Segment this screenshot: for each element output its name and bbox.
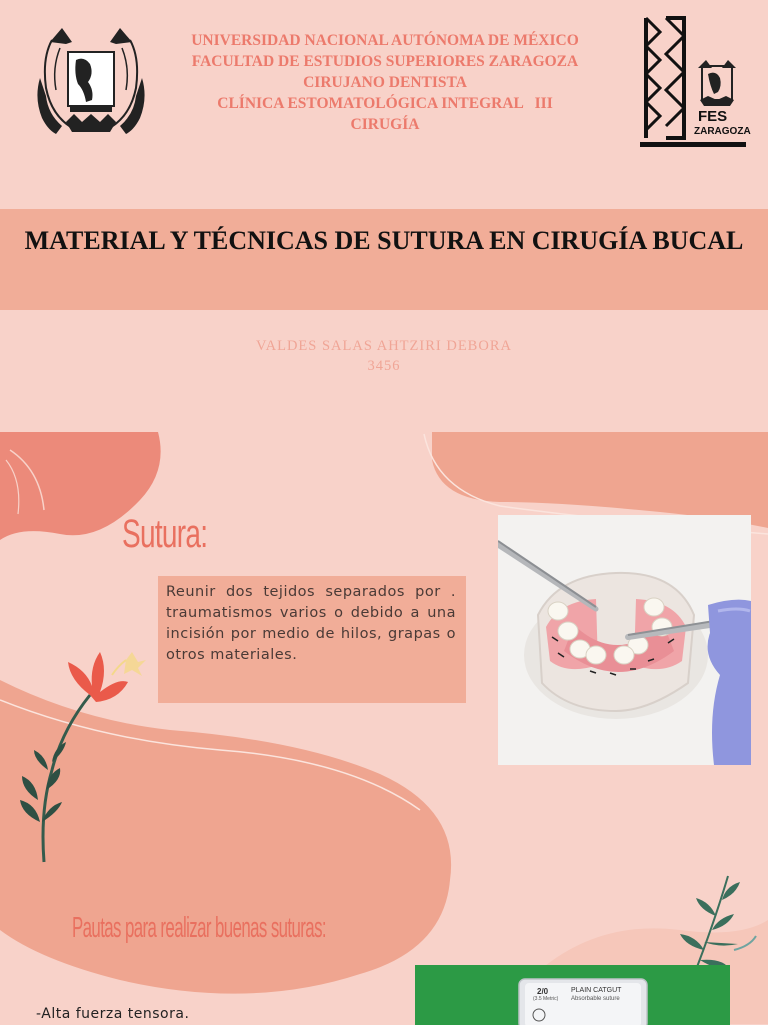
header-line-career: CIRUJANO DENTISTA (303, 74, 467, 91)
header-line-clinic: CLÍNICA ESTOMATOLÓGICA INTEGRAL III (217, 95, 553, 112)
unam-logo (32, 18, 150, 140)
page-title: MATERIAL Y TÉCNICAS DE SUTURA EN CIRUGÍA BUCAL (24, 226, 744, 255)
fes-logo-subtext: ZARAGOZA (694, 126, 751, 137)
package-subtitle: Absorbable suture (571, 996, 620, 1002)
suture-package-photo (415, 965, 730, 1025)
author-number: 3456 (367, 358, 401, 374)
sutura-heading: Sutura: (122, 512, 208, 556)
fes-zaragoza-logo (636, 14, 751, 150)
header-line-university: UNIVERSIDAD NACIONAL AUTÓNOMA DE MÉXICO (191, 32, 579, 49)
pautas-item: -Alta fuerza tensora. (36, 1006, 190, 1022)
sutura-definition: Reunir dos tejidos separados por . traumatismos varios o debido a una incisión por medio de hilos, grapas o otros materiales. (166, 584, 456, 663)
header-line-faculty: FACULTAD DE ESTUDIOS SUPERIORES ZARAGOZA (191, 53, 579, 70)
package-name: PLAIN CATGUT (571, 987, 622, 994)
author-block (0, 336, 768, 376)
package-size: 2/0 (537, 987, 549, 996)
fes-logo-text: FES (698, 108, 728, 125)
author-name: VALDES SALAS AHTZIRI DEBORA (256, 338, 512, 354)
header-line-subject: CIRUGÍA (350, 116, 420, 133)
package-metric: (3.5 Metric) (533, 996, 559, 1002)
institution-header (180, 30, 590, 135)
suture-model-photo (498, 515, 751, 765)
pautas-heading: Pautas para realizar buenas suturas: (72, 912, 327, 944)
